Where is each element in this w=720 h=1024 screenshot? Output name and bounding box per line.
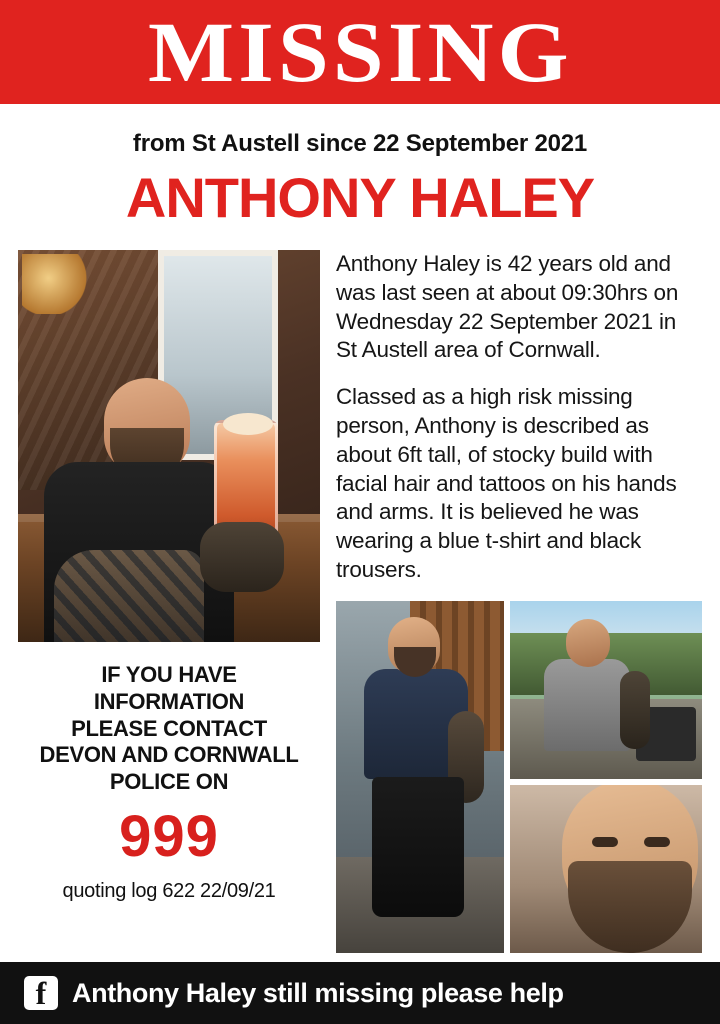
quoting-log-reference: quoting log 622 22/09/21 (62, 880, 276, 903)
contact-line-1: IF YOU HAVE (101, 662, 237, 687)
person-name: ANTHONY HALEY (125, 166, 595, 229)
man-hand (200, 522, 284, 592)
description-text (336, 250, 702, 597)
man-head (566, 619, 610, 667)
subheading: from St Austell since 22 September 2021 (132, 130, 588, 157)
emergency-number: 999 (119, 804, 219, 870)
left-eye (592, 837, 618, 847)
left-column (18, 250, 320, 1024)
contact-block (18, 662, 320, 903)
contact-line-3: PLEASE CONTACT (71, 715, 267, 741)
description-paragraph-2: Classed as a high risk missing person, Anthony is described as about 6ft tall, of stocky build with facial hair and tattoos on his hands and arms. It is believed he was wearing a blue t-shirt and black trousers. (336, 384, 677, 582)
photo-man-holding-drink-in-pub (18, 250, 320, 642)
man-beard (568, 861, 692, 953)
pub-lamp (22, 254, 88, 314)
right-column (336, 250, 702, 1024)
footer-text: Anthony Haley still missing please help (72, 977, 564, 1008)
missing-banner (0, 0, 720, 104)
grey-tshirt (544, 659, 630, 751)
black-trousers (372, 777, 464, 917)
contact-line-4: DEVON AND CORNWALL (39, 742, 299, 768)
banner-title: MISSING (147, 4, 573, 100)
photo-man-standing-outdoors-blue-tshirt (336, 601, 504, 953)
description-paragraph-1: Anthony Haley is 42 years old and was last seen at about 09:30hrs on Wednesday 22 September 2021 in St Austell area of Cornwall. (336, 251, 679, 363)
right-eye (644, 837, 670, 847)
photo-grid (336, 601, 702, 953)
man-tattooed-arm (54, 550, 204, 642)
footer-bar (0, 962, 720, 1024)
contact-line-2: INFORMATION (93, 688, 245, 714)
photo-man-grey-tshirt-by-barbecue (510, 601, 702, 779)
tattooed-arm (620, 671, 650, 749)
photo-close-up-face-with-beard (510, 785, 702, 953)
facebook-icon: f (24, 976, 58, 1010)
contact-line-5: POLICE ON (109, 769, 229, 795)
content-area (0, 250, 720, 1024)
